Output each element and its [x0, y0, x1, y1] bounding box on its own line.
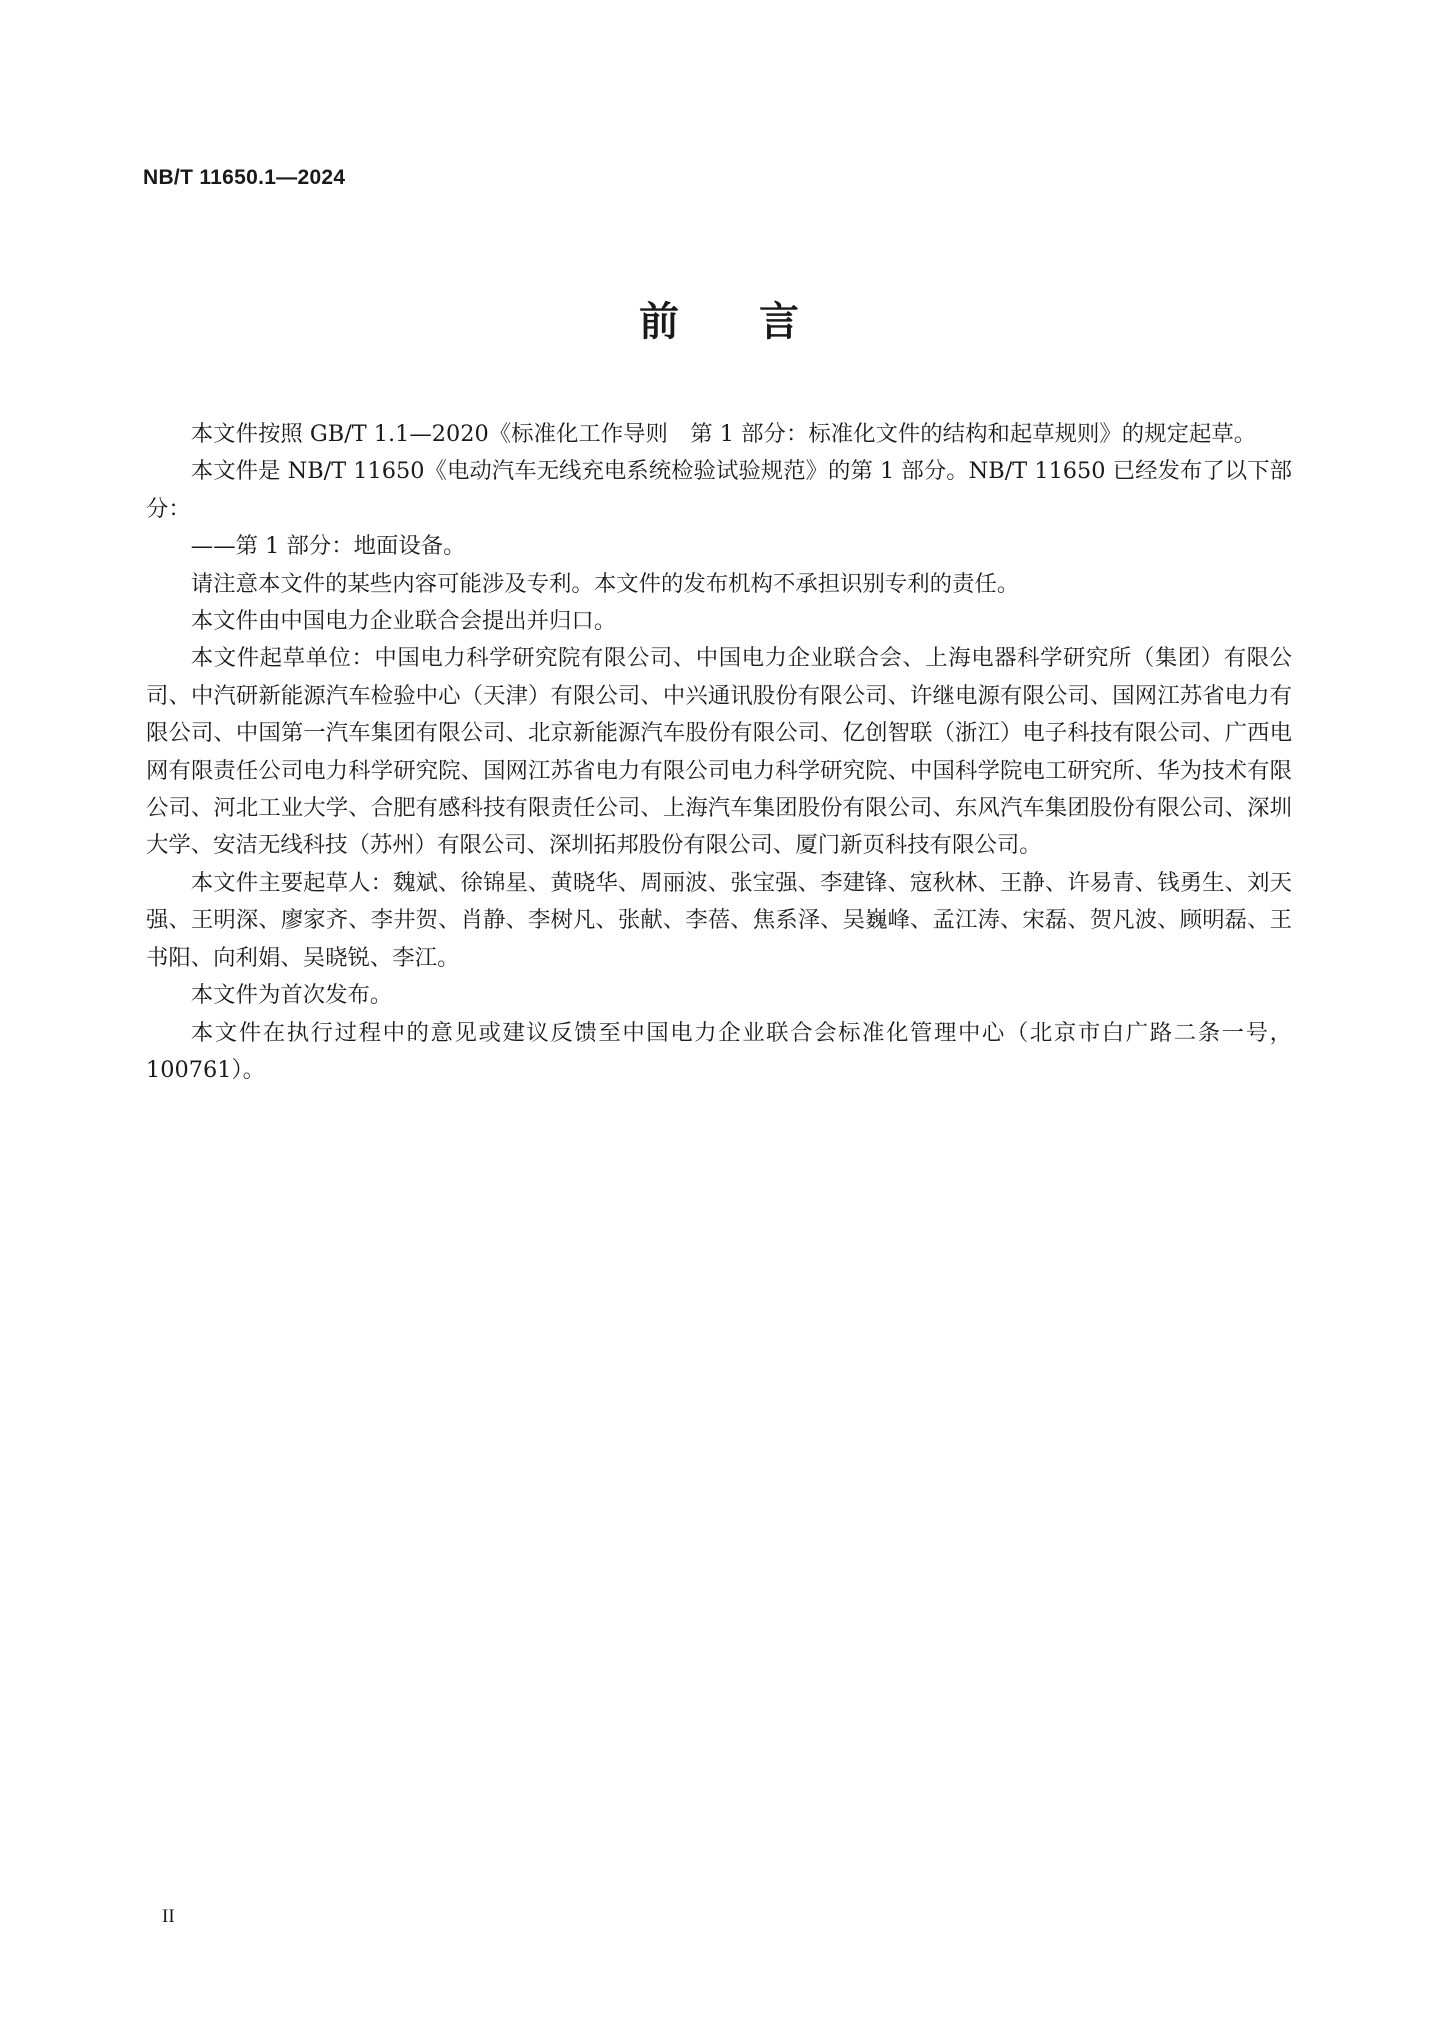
standard-code: NB/T 11650.1—2024: [143, 166, 346, 189]
paragraph-part-list-item: ——第 1 部分：地面设备。: [190, 533, 466, 560]
page-title-char-1: 前: [639, 299, 679, 345]
paragraph-drafting-rules: 本文件按照 GB/T 1.1—2020《标准化工作导则 第 1 部分：标准化文件的结构和起草规则》的规定起草。: [190, 421, 1257, 447]
paragraph-feedback: 本文件在执行过程中的意见或建议反馈至中国电力企业联合会标准化管理中心（北京市白广路二条一号，100761）。: [146, 1019, 1292, 1083]
preface-body: [146, 416, 1292, 1089]
page-title: [0, 290, 1438, 347]
paragraph-drafters: 本文件主要起草人：魏斌、徐锦星、黄晓华、周丽波、张宝强、李建锋、寇秋林、王静、许易青、钱勇生、刘天强、王明深、廖家齐、李井贺、肖静、李树凡、张献、李蓓、焦系泽、吴巍峰、孟江涛、宋磊、贺凡波、顾明磊、王书阳、向利娟、吴晓锐、李江。: [146, 869, 1292, 971]
paragraph-drafting-units: 本文件起草单位：中国电力科学研究院有限公司、中国电力企业联合会、上海电器科学研究所（集团）有限公司、中汽研新能源汽车检验中心（天津）有限公司、中兴通讯股份有限公司、许继电源有限公司、国网江苏省电力有限公司、中国第一汽车集团有限公司、北京新能源汽车股份有限公司、亿创智联（浙江）电子科技有限公司、广西电网有限责任公司电力科学研究院、国网江苏省电力有限公司电力科学研究院、中国科学院电工研究所、华为技术有限公司、河北工业大学、合肥有感科技有限责任公司、上海汽车集团股份有限公司、东风汽车集团股份有限公司、深圳大学、安洁无线科技（苏州）有限公司、深圳拓邦股份有限公司、厦门新页科技有限公司。: [146, 645, 1292, 859]
paragraph-series-parts: 本文件是 NB/T 11650《电动汽车无线充电系统检验试验规范》的第 1 部分。NB/T 11650 已经发布了以下部分：: [146, 458, 1292, 522]
paragraph-first-release: 本文件为首次发布。: [190, 982, 393, 1009]
page-number: II: [162, 1906, 175, 1927]
paragraph-patent-notice: 请注意本文件的某些内容可能涉及专利。本文件的发布机构不承担识别专利的责任。: [190, 570, 1020, 597]
paragraph-proposer: 本文件由中国电力企业联合会提出并归口。: [190, 608, 617, 635]
page-title-char-2: 言: [759, 299, 799, 345]
